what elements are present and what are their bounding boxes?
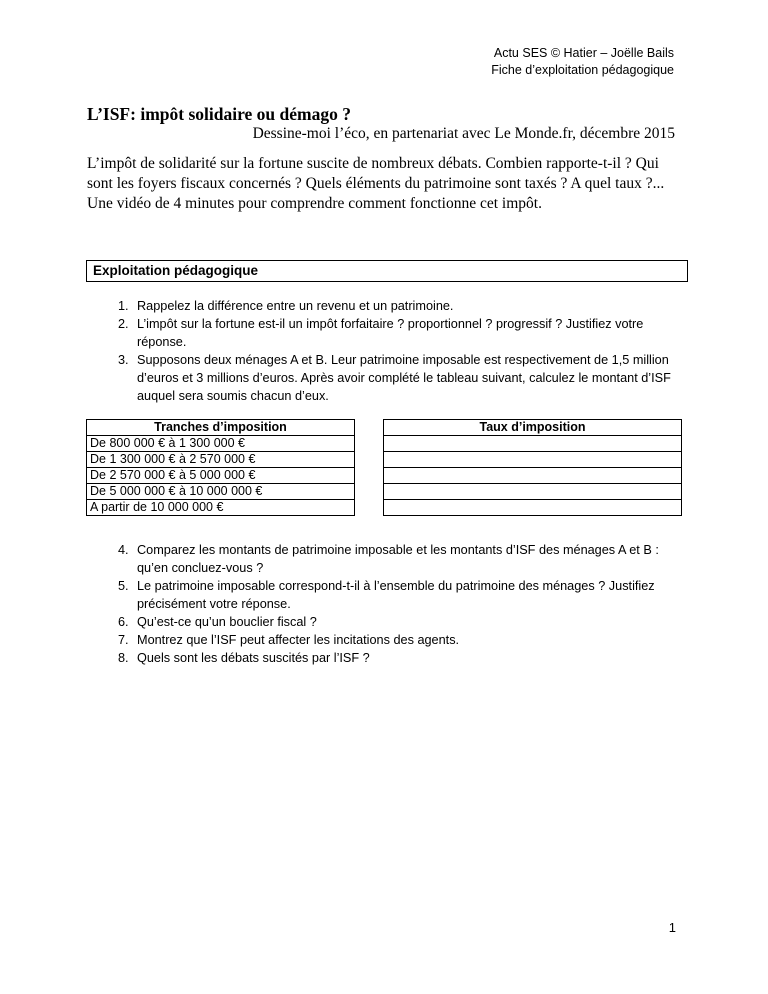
intro-paragraph: L’impôt de solidarité sur la fortune suscite de nombreux débats. Combien rapporte-t-il ? Qui sont les foyers fiscaux concernés ? Quels éléments du patrimoine sont taxés ? A quel taux ?... Une vidéo de 4 minutes pour comprendre comment fonctionne cet impôt.: [87, 155, 665, 212]
question-number: 4.: [118, 543, 129, 557]
question-list-part2: [0, 541, 768, 667]
question-number: 7.: [118, 633, 129, 647]
tranche-cell: De 2 570 000 € à 5 000 000 €: [87, 468, 355, 484]
question-number: 2.: [118, 317, 129, 331]
document-title: L’ISF: impôt solidaire ou démago ?: [87, 104, 351, 124]
question-text: Comparez les montants de patrimoine imposable et les montants d’ISF des ménages A et B : qu’en concluez-vous ?: [137, 543, 659, 575]
question-list-part1: [0, 297, 768, 405]
tax-brackets-table: [86, 419, 682, 516]
column-gap: [355, 484, 384, 500]
question-item: [0, 577, 768, 613]
header-tranches: Tranches d’imposition: [87, 420, 355, 436]
taux-cell[interactable]: [384, 468, 682, 484]
table-row: [87, 452, 682, 468]
question-text: Le patrimoine imposable correspond-t-il à l’ensemble du patrimoine des ménages ? Justifiez précisément votre réponse.: [137, 579, 655, 611]
column-gap: [355, 468, 384, 484]
taux-cell[interactable]: [384, 484, 682, 500]
taux-cell[interactable]: [384, 500, 682, 516]
document-subtitle: Dessine-moi l’éco, en partenariat avec Le Monde.fr, décembre 2015: [252, 125, 675, 142]
question-text: Montrez que l’ISF peut affecter les incitations des agents.: [137, 633, 460, 647]
question-number: 5.: [118, 579, 129, 593]
question-text: Qu’est-ce qu’un bouclier fiscal ?: [137, 615, 317, 629]
column-gap: [355, 436, 384, 452]
column-gap: [355, 420, 384, 436]
column-gap: [355, 500, 384, 516]
question-item: [0, 541, 768, 577]
question-item: [0, 631, 768, 649]
question-item: [0, 649, 768, 667]
question-number: 8.: [118, 651, 129, 665]
column-gap: [355, 452, 384, 468]
taux-cell[interactable]: [384, 452, 682, 468]
question-item: [0, 315, 768, 351]
section-heading: Exploitation pédagogique: [86, 260, 688, 282]
question-text: Rappelez la différence entre un revenu et un patrimoine.: [137, 299, 454, 313]
tranche-cell: A partir de 10 000 000 €: [87, 500, 355, 516]
header-taux: Taux d’imposition: [384, 420, 682, 436]
tranche-cell: De 5 000 000 € à 10 000 000 €: [87, 484, 355, 500]
tranche-cell: De 1 300 000 € à 2 570 000 €: [87, 452, 355, 468]
table-row: [87, 468, 682, 484]
question-number: 6.: [118, 615, 129, 629]
question-item: [0, 297, 768, 315]
header-author-line: Actu SES © Hatier – Joëlle Bails: [493, 46, 674, 60]
question-item: [0, 613, 768, 631]
question-item: [0, 351, 768, 405]
table-row: [87, 436, 682, 452]
taux-cell[interactable]: [384, 436, 682, 452]
page-header: [491, 45, 674, 79]
question-text: Quels sont les débats suscités par l’ISF ?: [137, 651, 370, 665]
question-text: L’impôt sur la fortune est-il un impôt forfaitaire ? proportionnel ? progressif ? Justifiez votre réponse.: [137, 317, 644, 349]
page-number: 1: [668, 920, 676, 935]
question-number: 3.: [118, 353, 129, 367]
header-document-type: Fiche d’exploitation pédagogique: [491, 63, 674, 77]
table-header-row: [87, 420, 682, 436]
question-text: Supposons deux ménages A et B. Leur patrimoine imposable est respectivement de 1,5 million d’euros et 3 millions d’euros. Après avoir complété le tableau suivant, calculez le montant d’ISF auquel sera soumis chacun d’eux.: [137, 353, 671, 403]
question-number: 1.: [118, 299, 129, 313]
table-row: [87, 500, 682, 516]
table-row: [87, 484, 682, 500]
tranche-cell: De 800 000 € à 1 300 000 €: [87, 436, 355, 452]
